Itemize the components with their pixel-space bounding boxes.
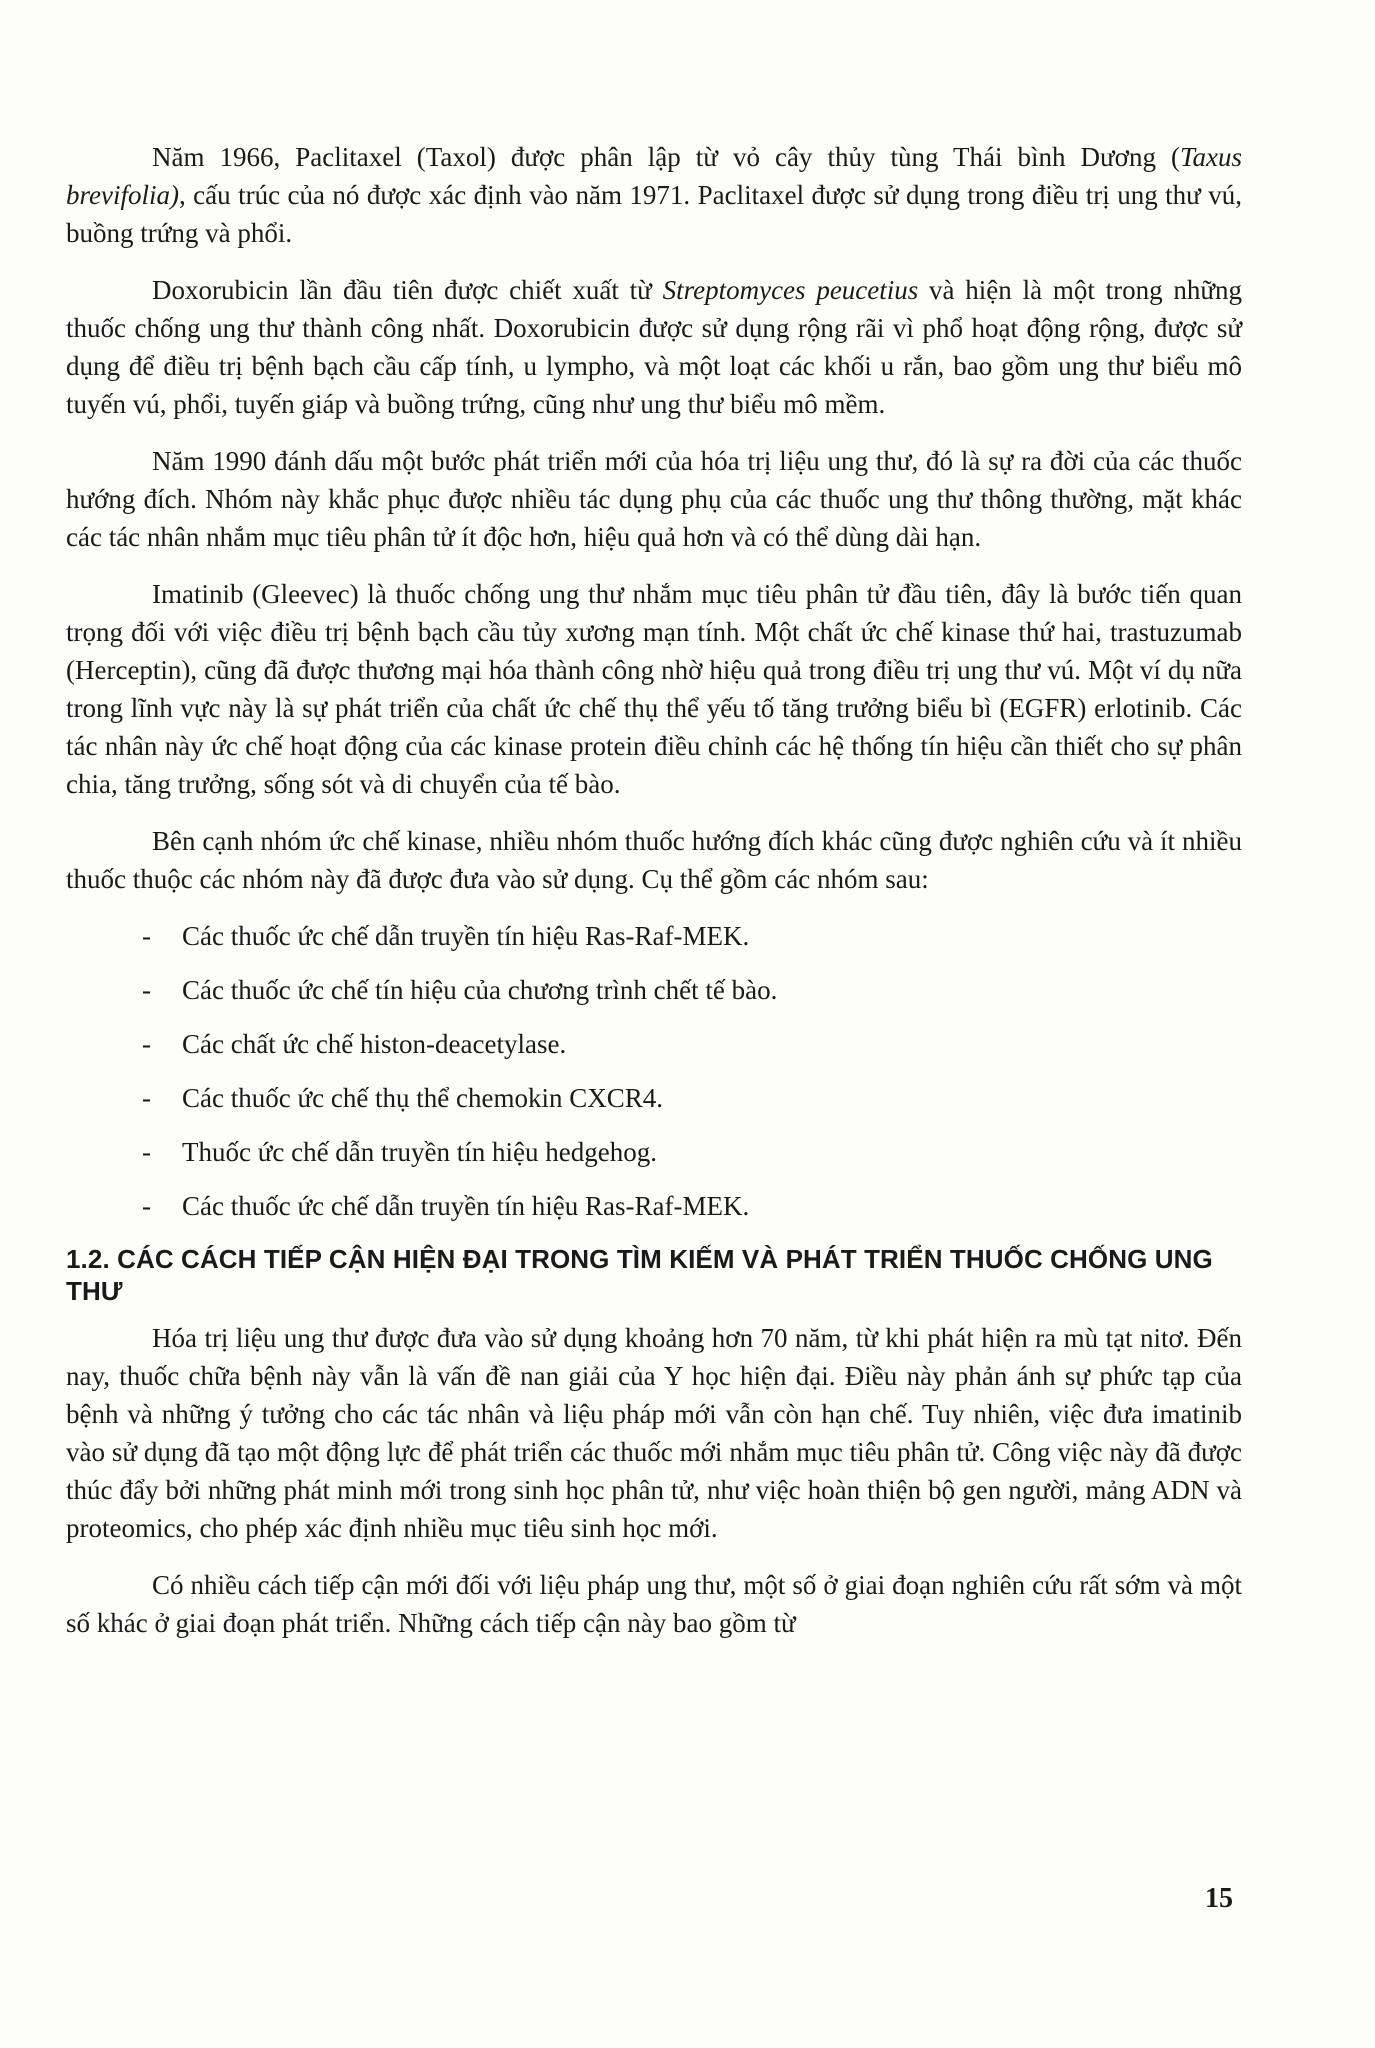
paragraph-text: và hiện là một trong những thuốc chống ung thư thành công nhất. Doxorubicin được sử dụng rộng rãi vì phổ hoạt động rộng, được sử dụng để điều trị bệnh bạch cầu cấp tính, u lympho, và một loạt các khối u rắn, bao gồm ung thư biểu mô tuyến vú, phổi, tuyến giáp và buồng trứng, cũng như ung thư biểu mô mềm.	[66, 275, 1242, 419]
page-body	[66, 138, 1242, 1661]
list-dash: -	[142, 921, 151, 951]
list-dash: -	[142, 1029, 151, 1059]
paragraph-paclitaxel	[66, 138, 1242, 252]
list-dash: -	[142, 1137, 151, 1167]
paragraph-text: , cấu trúc của nó được xác định vào năm 1971. Paclitaxel được sử dụng trong điều trị ung thư vú, buồng trứng và phổi.	[66, 180, 1242, 248]
list-item	[66, 1079, 1242, 1117]
paragraph-new-approaches	[66, 1566, 1242, 1642]
page-number: 15	[1205, 1883, 1233, 1914]
paragraph-chemotherapy-history	[66, 1319, 1242, 1547]
paragraph-text: Hóa trị liệu ung thư được đưa vào sử dụng khoảng hơn 70 năm, từ khi phát hiện ra mù tạt nitơ. Đến nay, thuốc chữa bệnh này vẫn là vấn đề nan giải của Y học hiện đại. Điều này phản ánh sự phức tạp của bệnh và những ý tưởng cho các tác nhân và liệu pháp mới vẫn còn hạn chế. Tuy nhiên, việc đưa imatinib vào sử dụng đã tạo một động lực để phát triển các thuốc mới nhắm mục tiêu phân tử. Công việc này đã được thúc đẩy bởi những phát minh mới trong sinh học phân tử, như việc hoàn thiện bộ gen người, mảng ADN và proteomics, cho phép xác định nhiều mục tiêu sinh học mới.	[66, 1323, 1242, 1543]
paragraph-text: Imatinib (Gleevec) là thuốc chống ung thư nhắm mục tiêu phân tử đầu tiên, đây là bước tiến quan trọng đối với việc điều trị bệnh bạch cầu tủy xương mạn tính. Một chất ức chế kinase thứ hai, trastuzumab (Herceptin), cũng đã được thương mại hóa thành công nhờ hiệu quả trong điều trị ung thư vú. Một ví dụ nữa trong lĩnh vực này là sự phát triển của chất ức chế thụ thể yếu tố tăng trưởng biểu bì (EGFR) erlotinib. Các tác nhân này ức chế hoạt động của các kinase protein điều chỉnh các hệ thống tín hiệu cần thiết cho sự phân chia, tăng trưởng, sống sót và di chuyển của tế bào.	[66, 579, 1242, 799]
list-item-text: Thuốc ức chế dẫn truyền tín hiệu hedgehog.	[182, 1137, 657, 1167]
list-item-text: Các thuốc ức chế tín hiệu của chương trình chết tế bào.	[182, 975, 778, 1005]
list-item	[66, 1187, 1242, 1225]
paragraph-text: Có nhiều cách tiếp cận mới đối với liệu pháp ung thư, một số ở giai đoạn nghiên cứu rất sớm và một số khác ở giai đoạn phát triển. Những cách tiếp cận này bao gồm từ	[66, 1570, 1242, 1638]
paragraph-text: Năm 1966, Paclitaxel (Taxol) được phân lập từ vỏ cây thủy tùng Thái bình Dương (	[152, 142, 1180, 172]
list-dash: -	[142, 1191, 151, 1221]
paragraph-text: Doxorubicin lần đầu tiên được chiết xuất từ	[152, 275, 663, 305]
paragraph-text: Bên cạnh nhóm ức chế kinase, nhiều nhóm thuốc hướng đích khác cũng được nghiên cứu và ít nhiều thuốc thuộc các nhóm này đã được đưa vào sử dụng. Cụ thể gồm các nhóm sau:	[66, 826, 1242, 894]
list-item-text: Các thuốc ức chế dẫn truyền tín hiệu Ras-Raf-MEK.	[182, 1191, 750, 1221]
section-heading: 1.2. CÁC CÁCH TIẾP CẬN HIỆN ĐẠI TRONG TÌM KIẾM VÀ PHÁT TRIỂN THUỐC CHỐNG UNG THƯ	[66, 1244, 1213, 1306]
list-item	[66, 971, 1242, 1009]
paragraph-other-groups	[66, 822, 1242, 898]
list-item-text: Các chất ức chế histon-deacetylase.	[182, 1029, 567, 1059]
list-dash: -	[142, 1083, 151, 1113]
species-name-italic: Streptomyces peucetius	[662, 275, 919, 305]
paragraph-imatinib	[66, 575, 1242, 803]
paragraph-doxorubicin	[66, 271, 1242, 423]
list-item-text: Các thuốc ức chế dẫn truyền tín hiệu Ras-Raf-MEK.	[182, 921, 750, 951]
paragraph-targeted-therapy	[66, 442, 1242, 556]
list-item-text: Các thuốc ức chế thụ thể chemokin CXCR4.	[182, 1083, 664, 1113]
paragraph-text: Năm 1990 đánh dấu một bước phát triển mới của hóa trị liệu ung thư, đó là sự ra đời của các thuốc hướng đích. Nhóm này khắc phục được nhiều tác dụng phụ của các thuốc ung thư thông thường, mặt khác các tác nhân nhắm mục tiêu phân tử ít độc hơn, hiệu quả hơn và có thể dùng dài hạn.	[66, 446, 1242, 552]
species-name-italic: Taxus brevifolia)	[66, 142, 1242, 210]
list-item	[66, 917, 1242, 955]
list-dash: -	[142, 975, 151, 1005]
drug-group-list	[66, 917, 1242, 1225]
list-item	[66, 1133, 1242, 1171]
list-item	[66, 1025, 1242, 1063]
